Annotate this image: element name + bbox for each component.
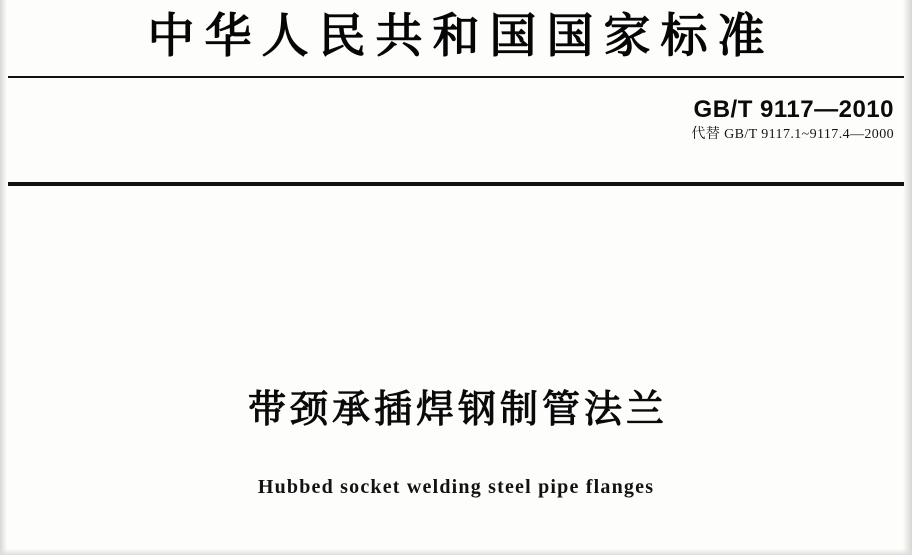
- banner-divider-line: [8, 76, 904, 78]
- national-standard-banner: [0, 0, 912, 72]
- standard-identifier-block: [691, 96, 894, 143]
- page-edge-shadow-right: [903, 0, 912, 555]
- header-rule-heavy: [8, 182, 904, 186]
- document-title-chinese: 带颈承插焊钢制管法兰: [247, 387, 668, 431]
- page-edge-shadow-bottom: [0, 549, 912, 555]
- standard-replaces-note: 代替 GB/T 9117.1~9117.4—2000: [691, 126, 894, 142]
- page-edge-shadow-left: [0, 0, 7, 555]
- banner-title: 中华人民共和国国家标准: [147, 8, 775, 64]
- standard-number: GB/T 9117—2010: [693, 96, 894, 123]
- document-title-english: Hubbed socket welding steel pipe flanges: [257, 476, 655, 498]
